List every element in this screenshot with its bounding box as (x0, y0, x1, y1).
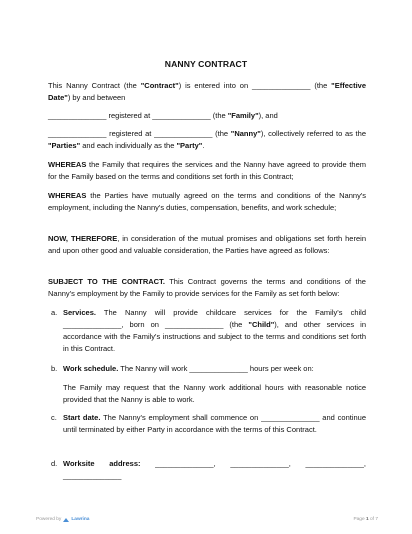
list-item-services (51, 307, 366, 355)
party-term: "Party" (176, 141, 203, 150)
subject-paragraph (48, 276, 366, 300)
nanny-text: ), collectively referred to as the (260, 129, 366, 138)
family-term: "Family" (227, 111, 259, 120)
list-marker: c. (51, 413, 57, 422)
services-text: ), and other services in accordance with the Family's instructions and subject to the terms and conditions set forth in this Contract. (63, 320, 366, 353)
nanny-term: "Nanny" (230, 129, 261, 138)
effective-date-term: "Effective Date" (48, 81, 366, 102)
page-current: 1 (365, 517, 369, 522)
worksite-address-lead: Worksite address: (63, 459, 141, 468)
whereas-lead: WHEREAS (48, 191, 87, 200)
nanny-text: and each individually as the (80, 141, 177, 150)
list-marker: b. (51, 364, 58, 373)
work-schedule-text: The Nanny will work ______________ hours per week on: (118, 364, 314, 373)
list-item-worksite-address (51, 458, 366, 482)
parties-term: "Parties" (48, 141, 81, 150)
services-lead: Services. (63, 308, 96, 317)
family-text: ______________ registered at ______________ (the (48, 111, 228, 120)
list-item-work-schedule (51, 363, 366, 375)
page-separator: of (368, 517, 376, 522)
document-title: NANNY CONTRACT (164, 59, 248, 69)
whereas-paragraph-2 (48, 190, 366, 214)
work-schedule-note: The Family may request that the Nanny work additional hours with reasonable notice provided that the Nanny is able to work. (63, 383, 366, 404)
whereas-text: the Parties have mutually agreed on the terms and conditions of the Nanny's employment, including the Nanny's duties, compensation, benefits, and work schedule; (48, 191, 366, 212)
worksite-address-text: ______________, ______________, ______________, ______________ (63, 459, 366, 480)
start-date-text: The Nanny's employment shall commence on ______________ and continue until terminated by either Party in accordance with the terms of this Contract. (63, 413, 366, 434)
powered-by-label: Powered by (36, 517, 62, 522)
services-text: The Nanny will provide childcare services for the Family's child ______________, born on ______________ (the (63, 308, 366, 329)
whereas-lead: WHEREAS (48, 160, 87, 169)
list-marker: d. (51, 459, 58, 468)
brand-name: Lawrina (71, 517, 90, 522)
brand-logo-icon (63, 517, 69, 522)
nanny-text: ______________ registered at ______________ (the (48, 129, 231, 138)
start-date-lead: Start date. (63, 413, 101, 422)
therefore-text: , in consideration of the mutual promises and obligations set forth herein and upon other good and valuable consideration, the Parties have agreed as follows: (48, 234, 366, 255)
page-total: 7 (375, 517, 378, 522)
subject-text: This Contract governs the terms and conditions of the Nanny's employment by the Family to provide services for the Family as set forth below: (48, 277, 366, 298)
child-term: "Child" (248, 320, 275, 329)
list-marker: a. (51, 308, 58, 317)
intro-text: ) by and between (67, 93, 126, 102)
family-paragraph (48, 110, 366, 122)
intro-text: ) is entered into on ______________ (the (178, 81, 332, 90)
page-indicator (353, 517, 378, 522)
powered-by-footer (36, 517, 89, 522)
nanny-text: . (202, 141, 205, 150)
page-label: Page (353, 517, 366, 522)
intro-text: This Nanny Contract (the (48, 81, 141, 90)
contract-term: "Contract" (140, 81, 179, 90)
whereas-text: the Family that requires the services and the Nanny have agreed to provide them for the Family based on the terms and conditions set forth in this Contract; (48, 160, 366, 181)
whereas-paragraph-1 (48, 159, 366, 183)
nanny-paragraph (48, 128, 366, 152)
therefore-lead: NOW, THEREFORE (48, 234, 118, 243)
intro-paragraph (48, 80, 366, 104)
therefore-paragraph (48, 233, 366, 257)
family-text: ), and (258, 111, 278, 120)
subject-lead: SUBJECT TO THE CONTRACT. (48, 277, 165, 286)
work-schedule-lead: Work schedule. (63, 364, 119, 373)
list-item-start-date (51, 412, 366, 436)
